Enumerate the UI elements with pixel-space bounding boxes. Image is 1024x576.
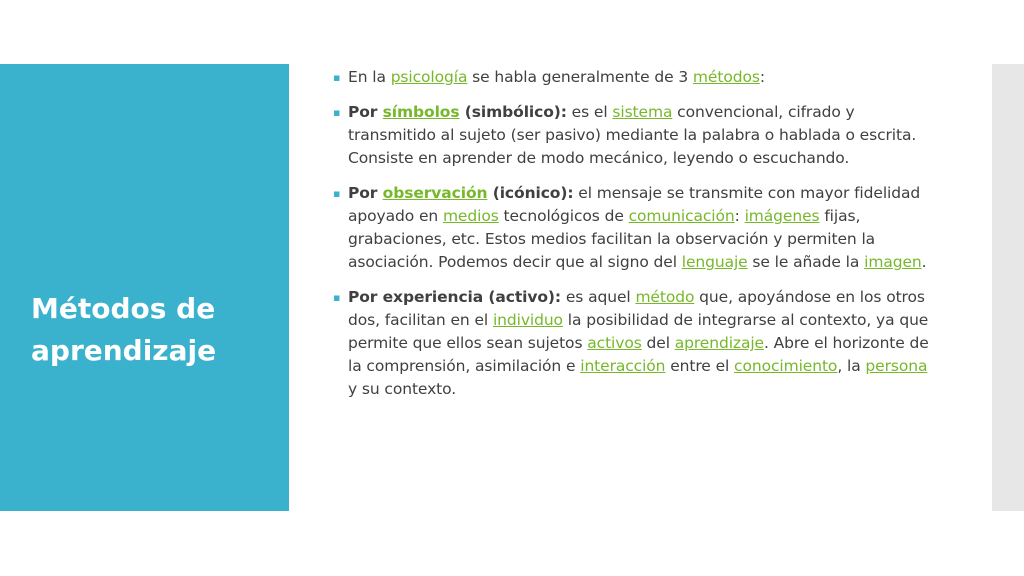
bullet-text: convencional, cifrado y transmitido al sujeto (ser pasivo) mediante la palabra o hablada o escrita. Consiste en aprender de modo mecánico, leyendo o escuchando. xyxy=(348,103,917,167)
title-panel xyxy=(0,64,289,511)
bullet-text: es el xyxy=(566,103,613,121)
term-link[interactable]: activos xyxy=(587,334,642,352)
bullet-text: Por experiencia (activo): xyxy=(348,288,562,306)
bullet-text: que, apoyándose en los otros dos, facilitan en el xyxy=(348,288,925,329)
bold-text xyxy=(487,184,573,202)
bullet-text: (icónico): xyxy=(487,184,574,202)
bullet-text: (simbólico): xyxy=(459,103,567,121)
bullet-text: la posibilidad de integrarse al contexto, ya que permite que ellos sean sujetos xyxy=(348,311,929,352)
slide-title: Métodos de aprendizaje xyxy=(31,292,217,367)
bullet-text: En la xyxy=(348,68,391,86)
bullet-diamond-icon: ▪ xyxy=(333,106,341,119)
bullet-text: el mensaje se transmite con mayor fidelidad apoyado en xyxy=(348,184,921,225)
term-link[interactable]: imagen xyxy=(864,253,922,271)
bullet-item xyxy=(333,66,938,89)
term-link[interactable]: persona xyxy=(865,357,928,375)
bullet-text: del xyxy=(641,334,675,352)
bullet-diamond-icon: ▪ xyxy=(333,291,341,304)
bold-text xyxy=(383,103,460,121)
term-link[interactable]: comunicación xyxy=(628,207,735,225)
term-link[interactable]: aprendizaje xyxy=(674,334,764,352)
bold-text xyxy=(383,184,488,202)
bullet-item xyxy=(333,182,938,274)
bullet-text: Por xyxy=(348,184,383,202)
bullet-text: Por xyxy=(348,103,383,121)
bullet-text: . xyxy=(921,253,927,271)
term-link[interactable]: métodos xyxy=(692,68,760,86)
term-link[interactable]: psicología xyxy=(390,68,468,86)
bullet-text: fijas, grabaciones, etc. Estos medios facilitan la observación y permiten la asociación. Podemos decir que al signo del xyxy=(348,207,876,271)
bullet-diamond-icon: ▪ xyxy=(333,71,341,84)
bullet-item xyxy=(333,286,938,401)
term-link[interactable]: sistema xyxy=(612,103,673,121)
term-link[interactable]: interacción xyxy=(580,357,666,375)
content-area xyxy=(333,66,938,413)
term-link[interactable]: símbolos xyxy=(382,103,460,121)
bullet-text: . Abre el horizonte de la comprensión, asimilación e xyxy=(348,334,929,375)
bold-text xyxy=(348,103,383,121)
bold-text xyxy=(459,103,566,121)
bullet-text: es aquel xyxy=(561,288,636,306)
bullet-list xyxy=(333,66,938,401)
bullet-text: y su contexto. xyxy=(348,380,457,398)
bullet-text: entre el xyxy=(665,357,735,375)
bold-text xyxy=(348,288,561,306)
bullet-text: se le añade la xyxy=(747,253,865,271)
right-side-strip xyxy=(992,64,1024,511)
term-link[interactable]: observación xyxy=(382,184,488,202)
bold-text xyxy=(348,184,383,202)
bullet-text: : xyxy=(759,68,765,86)
bullet-text: , la xyxy=(837,357,866,375)
bullet-text: : xyxy=(734,207,745,225)
term-link[interactable]: método xyxy=(635,288,695,306)
term-link[interactable]: imágenes xyxy=(744,207,820,225)
term-link[interactable]: conocimiento xyxy=(734,357,838,375)
term-link[interactable]: lenguaje xyxy=(681,253,748,271)
bullet-item xyxy=(333,101,938,170)
bullet-diamond-icon: ▪ xyxy=(333,187,341,200)
bullet-text: tecnológicos de xyxy=(498,207,629,225)
bullet-text: se habla generalmente de 3 xyxy=(467,68,693,86)
term-link[interactable]: individuo xyxy=(492,311,563,329)
term-link[interactable]: medios xyxy=(442,207,499,225)
